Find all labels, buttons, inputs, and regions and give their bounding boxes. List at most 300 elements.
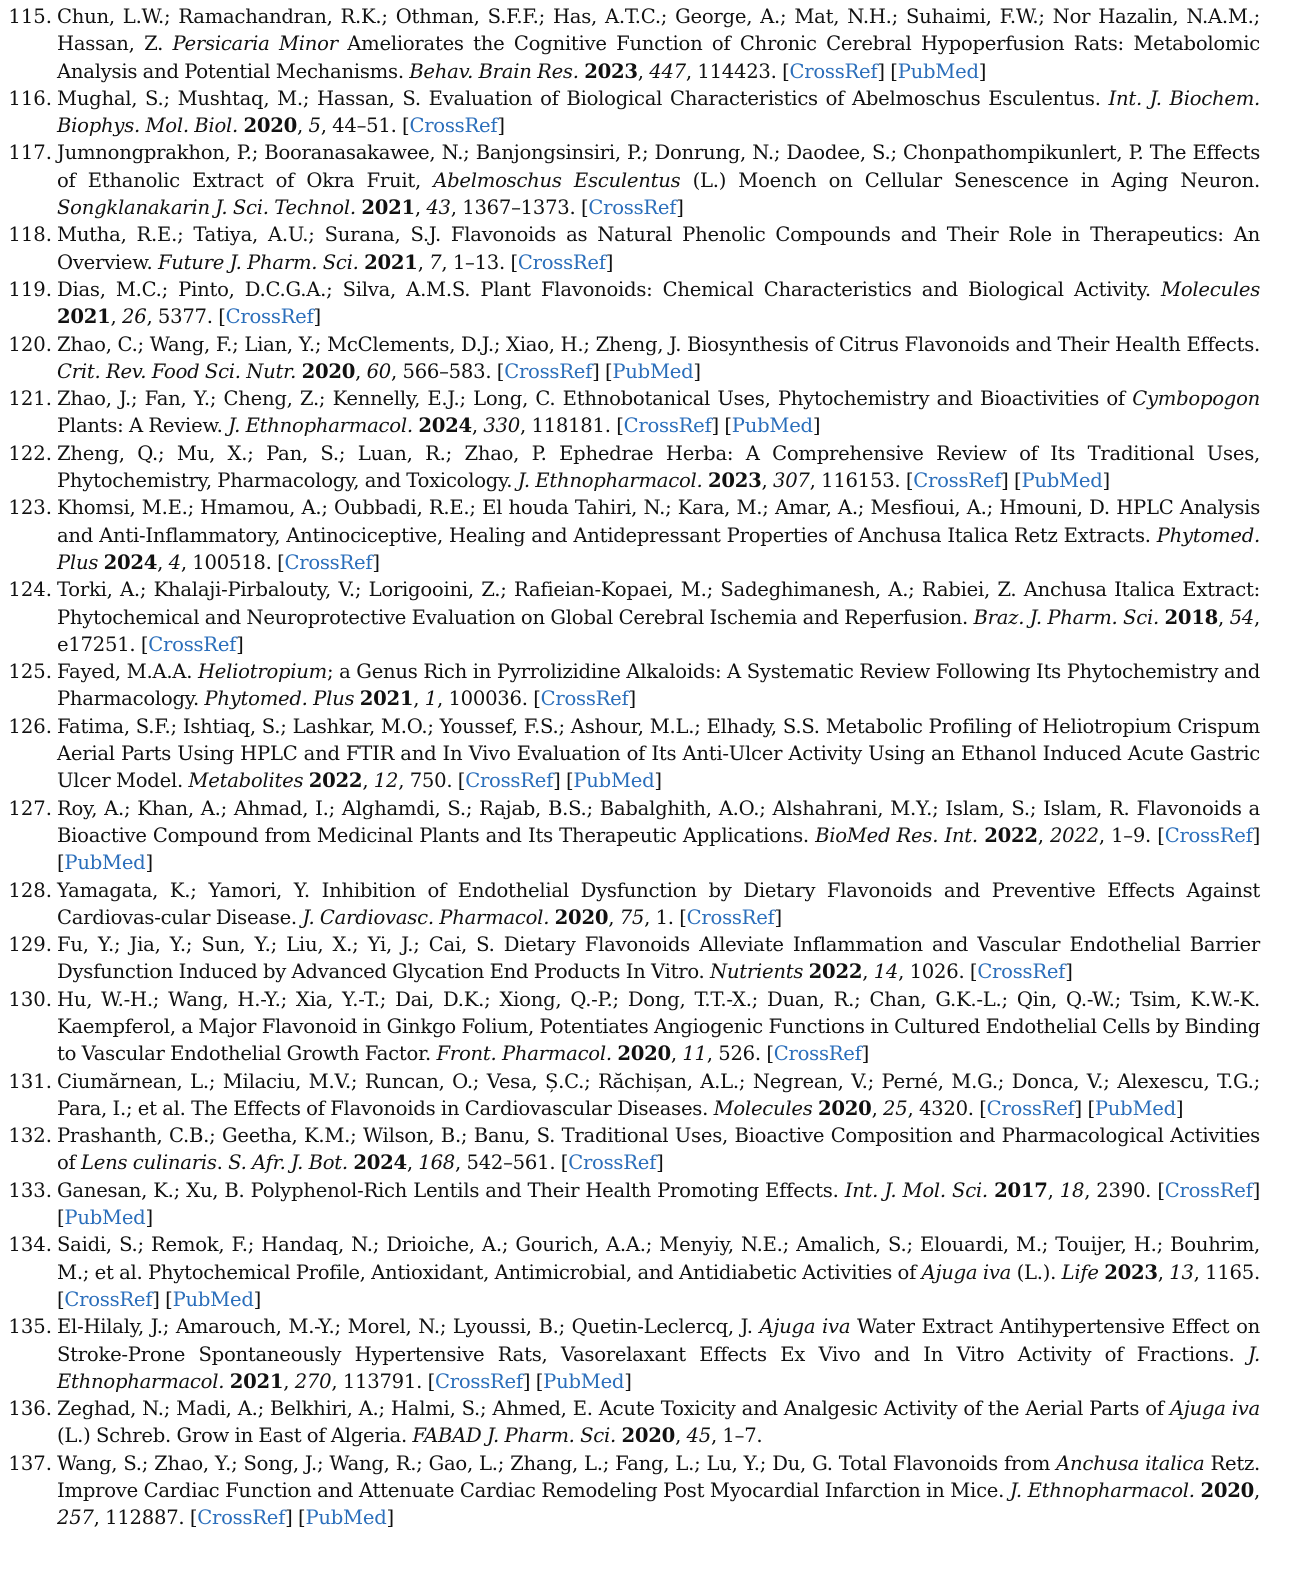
link-bracket: ] (386, 1506, 394, 1530)
link-bracket: ] (877, 59, 885, 83)
italic-text: Braz. J. Pharm. Sci. (973, 605, 1159, 629)
italic-text: 2022 (1049, 823, 1099, 847)
reference-number: 137. (8, 1451, 52, 1475)
reference-item (0, 1122, 1260, 1177)
text-segment: , (1047, 1178, 1060, 1202)
italic-text: S. Afr. J. Bot. (228, 1151, 348, 1175)
link-bracket: ] (812, 414, 821, 438)
text-segment: , (1157, 1260, 1170, 1284)
year: 2020 (1200, 1479, 1255, 1503)
year: 2024 (418, 414, 472, 438)
pubmed-link[interactable]: PubMed (64, 851, 146, 875)
reference-item (0, 276, 1260, 331)
text-segment: , 100518. (180, 550, 278, 574)
text-segment: , (414, 196, 427, 220)
text-segment: Zhao, C.; Wang, F.; Lian, Y.; McClements, D.J.; Xiao, H.; Zheng, J. Biosynthesis of Citrus Flavonoids and Their Health Effects. (57, 332, 1260, 356)
link-bracket: [ (535, 1369, 544, 1393)
link-bracket: [ (298, 1506, 306, 1530)
link-bracket: [ (457, 769, 466, 793)
link-bracket: [ (218, 305, 226, 329)
italic-text: 5 (308, 114, 321, 138)
link-bracket: [ (604, 359, 613, 383)
pubmed-link[interactable]: PubMed (897, 59, 979, 83)
link-bracket: [ (616, 414, 624, 438)
reference-text (57, 986, 1260, 1068)
reference-item (0, 931, 1260, 986)
year: 2023 (1104, 1260, 1158, 1284)
reference-item (0, 1068, 1260, 1123)
link-bracket: [ (1087, 1096, 1095, 1120)
italic-text: Nutrients (710, 960, 804, 984)
reference-text (57, 1395, 1260, 1450)
text-segment: , 566–583. (391, 359, 497, 383)
link-bracket: ] (861, 1042, 870, 1066)
year: 2021 (361, 196, 415, 220)
link-bracket: ] (624, 1369, 632, 1393)
link-bracket: ] (522, 1369, 531, 1393)
year: 2018 (1164, 605, 1219, 629)
text-segment: ; a Genus Rich in Pyrrolizidine Alkaloids: A Systematic Review Following Its Phytochemistry and Pharmacology. (57, 660, 1260, 711)
italic-text: Int. J. Biochem. Biophys. Mol. Biol. (57, 86, 1260, 138)
link-bracket: [ (782, 59, 790, 83)
italic-text: Molecules (1161, 277, 1260, 301)
text-segment: Jumnongprakhon, P.; Booranasakawee, N.; Banjongsinsiri, P.; Donrung, N.; Daodee, S.; Chonpathompikunlert, P. The Effects of Ethanolic Extract of Okra Fruit, (57, 141, 1260, 192)
text-segment: , 5377. (146, 305, 219, 329)
italic-text: 307 (773, 469, 810, 493)
reference-item (0, 3, 1260, 85)
italic-text: Anchusa italica (1056, 1451, 1205, 1475)
text-segment: , 2390. (1084, 1178, 1158, 1202)
italic-text: 25 (883, 1096, 908, 1120)
reference-text (57, 331, 1260, 386)
text-segment: , (283, 1369, 295, 1393)
reference-item (0, 713, 1260, 795)
link-bracket: [ (57, 1287, 65, 1311)
link-bracket: ] (1252, 1178, 1260, 1202)
crossref-link[interactable]: CrossRef (64, 1287, 153, 1311)
year: 2017 (994, 1178, 1048, 1202)
crossref-link[interactable]: CrossRef (773, 1042, 862, 1066)
link-bracket: ] (1074, 1096, 1082, 1120)
year: 2020 (243, 114, 298, 138)
reference-item (0, 139, 1260, 221)
text-segment: Fu, Y.; Jia, Y.; Sun, Y.; Liu, X.; Yi, J.; Cai, S. Dietary Flavonoids Alleviate Inflammation and Vascular Endothelial Barrier Dysfunction Induced by Advanced Glycation End Products In Vitro. (57, 933, 1260, 984)
link-bracket: ] (497, 114, 505, 138)
italic-text: J. Ethnopharmacol. (57, 1342, 1260, 1393)
pubmed-link[interactable]: PubMed (1021, 469, 1103, 493)
italic-text: 26 (122, 305, 147, 329)
text-segment: , (355, 359, 367, 383)
reference-text (57, 931, 1260, 986)
reference-item (0, 576, 1260, 658)
link-bracket: [ (580, 196, 589, 220)
text-segment: , 1–7. (710, 1424, 763, 1448)
reference-item (0, 1395, 1260, 1450)
text-segment: , (1218, 605, 1230, 629)
reference-number: 117. (8, 141, 52, 165)
italic-text: 447 (649, 59, 686, 83)
link-bracket: ] (774, 905, 782, 929)
year: 2022 (808, 960, 863, 984)
text-segment: , 114423. (685, 59, 783, 83)
year: 2024 (353, 1151, 407, 1175)
italic-text: 75 (619, 905, 645, 929)
text-segment: , (871, 1096, 884, 1120)
italic-text: 12 (373, 769, 399, 793)
text-segment: Khomsi, M.E.; Hmamou, A.; Oubbadi, R.E.; El houda Tahiri, N.; Kara, M.; Amar, A.; Mesfioui, A.; Hmouni, D. HPLC Analysis and Anti-Inflammatory, Antinociceptive, Healing and Antidepressant Properties of Anchusa Italica Retz Extracts. (57, 496, 1260, 547)
reference-number: 127. (8, 796, 52, 820)
link-bracket: ] (592, 359, 600, 383)
crossref-link[interactable]: CrossRef (1164, 823, 1253, 847)
text-segment: Zeghad, N.; Madi, A.; Belkhiri, A.; Halmi, S.; Ahmed, E. Acute Toxicity and Analgesic Activity of the Aerial Parts of (57, 1397, 1170, 1421)
pubmed-link[interactable]: PubMed (731, 414, 813, 438)
link-bracket: ] (1001, 469, 1009, 493)
italic-text: 257 (57, 1506, 94, 1530)
link-bracket: [ (1014, 469, 1022, 493)
link-bracket: ] (1175, 1096, 1184, 1120)
text-segment: Mutha, R.E.; Tatiya, A.U.; Surana, S.J. Flavonoids as Natural Phenolic Compounds and Their Role in Therapeutics: An Overview. (57, 223, 1260, 274)
pubmed-link[interactable]: PubMed (1094, 1096, 1176, 1120)
text-segment: , (1037, 823, 1050, 847)
text-segment: , (761, 469, 773, 493)
italic-text: J. Ethnopharmacol. (1009, 1479, 1195, 1503)
reference-number: 130. (8, 987, 52, 1011)
link-bracket: [ (905, 469, 914, 493)
reference-number: 126. (8, 714, 52, 738)
italic-text: Life (1061, 1260, 1099, 1284)
crossref-link[interactable]: CrossRef (686, 905, 775, 929)
italic-text: 45 (686, 1424, 711, 1448)
text-segment: , e17251. (57, 605, 1260, 656)
link-bracket: [ (427, 1369, 435, 1393)
italic-text: Persicaria Minor (172, 32, 338, 56)
reference-number: 131. (8, 1069, 52, 1093)
reference-list (0, 3, 1260, 1532)
italic-text: Ajuga iva (1169, 1397, 1260, 1421)
text-segment: Roy, A.; Khan, A.; Ahmad, I.; Alghamdi, S.; Rajab, B.S.; Babalghith, A.O.; Alshahrani, M.Y.; Islam, S.; Islam, R. Flavonoids a Bioactive Compound from Medicinal Plants and Its Therapeutic Applications. (57, 796, 1260, 847)
year: 2024 (103, 550, 158, 574)
italic-text: Heliotropium (197, 660, 328, 684)
text-segment: , (297, 114, 309, 138)
link-bracket: ] (553, 769, 561, 793)
year: 2020 (621, 1424, 676, 1448)
italic-text: 60 (366, 359, 392, 383)
text-segment: Yamagata, K.; Yamori, Y. Inhibition of Endothelial Dysfunction by Dietary Flavonoids and Preventive Effects Against Cardiovas-cular Disease. (57, 878, 1260, 929)
reference-number: 135. (8, 1315, 52, 1339)
crossref-link[interactable]: CrossRef (465, 769, 554, 793)
crossref-link[interactable]: CrossRef (913, 469, 1002, 493)
text-segment: Saidi, S.; Remok, F.; Handaq, N.; Drioiche, A.; Gourich, A.A.; Menyiy, N.E.; Amalich, S.; Elouardi, M.; Touijer, H.; Bouhrim, M.; et al. Phytochemical Profile, Antioxidant, Antimicrobial, and Antidiabetic Activities of (57, 1233, 1260, 1284)
reference-number: 122. (8, 441, 52, 465)
text-segment: , 116153. (809, 469, 906, 493)
text-segment: , (608, 905, 620, 929)
reference-text (57, 877, 1260, 932)
italic-text: Lens culinaris (81, 1151, 217, 1175)
text-segment: , (471, 414, 484, 438)
reference-number: 136. (8, 1397, 52, 1421)
reference-text (57, 658, 1260, 713)
link-bracket: ] (253, 1287, 262, 1311)
reference-number: 121. (8, 387, 52, 411)
reference-text (57, 85, 1260, 140)
text-segment: Zheng, Q.; Mu, X.; Pan, S.; Luan, R.; Zhao, P. Ephedrae Herba: A Comprehensive Review of Its Traditional Uses, Phytochemistry, Pharmacology, and Toxicology. (57, 441, 1260, 493)
reference-text (57, 1177, 1260, 1232)
italic-text: J. Ethnopharmacol. (517, 469, 703, 493)
italic-text: Metabolites (188, 769, 304, 793)
text-segment: , 1. (644, 905, 680, 929)
link-bracket: [ (766, 1042, 774, 1066)
text-segment: (L.) Moench on Cellular Senescence in Aging Neuron. (680, 168, 1260, 192)
text-segment: El-Hilaly, J.; Amarouch, M.-Y.; Morel, N.; Lyoussi, B.; Quetin-Leclercq, J. (57, 1315, 760, 1339)
link-bracket: [ (277, 550, 285, 574)
italic-text: FABAD J. Pharm. Sci. (412, 1424, 617, 1448)
text-segment: Prashanth, C.B.; Geetha, K.M.; Wilson, B.; Banu, S. Traditional Uses, Bioactive Composition and Pharmacological Activities of (57, 1124, 1260, 1175)
reference-number: 116. (8, 86, 52, 110)
pubmed-link[interactable]: PubMed (612, 359, 694, 383)
italic-text: Front. Pharmacol. (436, 1042, 612, 1066)
link-bracket: ] (145, 851, 153, 875)
link-bracket: [ (57, 1206, 65, 1230)
reference-text (57, 221, 1260, 276)
text-segment: , 112887. (93, 1506, 190, 1530)
crossref-link[interactable]: CrossRef (789, 59, 878, 83)
link-bracket: [ (57, 851, 65, 875)
reference-item (0, 658, 1260, 713)
pubmed-link[interactable]: PubMed (573, 769, 655, 793)
crossref-link[interactable]: CrossRef (148, 632, 237, 656)
link-bracket: [ (724, 414, 732, 438)
text-segment: , (862, 960, 874, 984)
link-bracket: [ (165, 1287, 173, 1311)
reference-text (57, 1068, 1260, 1123)
link-bracket: ] (628, 687, 636, 711)
text-segment: Ameliorates the Cognitive Function of Chronic Cerebral Hypoperfusion Rats: Metabolomic Analysis and Potential Mechanisms. (57, 32, 1260, 83)
italic-text: Int. J. Mol. Sci. (844, 1178, 988, 1202)
reference-number: 125. (8, 660, 52, 684)
italic-text: 54 (1229, 605, 1255, 629)
crossref-link[interactable]: CrossRef (517, 250, 606, 274)
italic-text: 43 (426, 196, 451, 220)
reference-item (0, 795, 1260, 877)
link-bracket: [ (1157, 823, 1165, 847)
pubmed-link[interactable]: PubMed (64, 1206, 146, 1230)
reference-number: 123. (8, 496, 52, 520)
italic-text: 168 (418, 1151, 456, 1175)
text-segment: Plants: A Review. (57, 414, 229, 438)
link-bracket: [ (969, 960, 978, 984)
link-bracket: ] (711, 414, 719, 438)
crossref-link[interactable]: CrossRef (540, 687, 629, 711)
italic-text: Molecules (713, 1096, 813, 1120)
link-bracket: [ (496, 359, 505, 383)
italic-text: 14 (873, 960, 899, 984)
reference-item (0, 1313, 1260, 1395)
reference-text (57, 1122, 1260, 1177)
text-segment: (L.). (1011, 1260, 1062, 1284)
reference-text (57, 3, 1260, 85)
reference-text (57, 576, 1260, 658)
link-bracket: ] (605, 250, 614, 274)
crossref-link[interactable]: CrossRef (434, 1369, 523, 1393)
text-segment: . (216, 1151, 229, 1175)
reference-item (0, 440, 1260, 495)
text-segment: Water Extract Antihypertensive Effect on Stroke-Prone Spontaneously Hypertensive Rats, Vasorelaxant Effects Ex Vivo and In Vitro Activity of Fractions. (57, 1315, 1260, 1366)
reference-item (0, 1450, 1260, 1532)
link-bracket: ] (654, 769, 662, 793)
reference-item (0, 221, 1260, 276)
crossref-link[interactable]: CrossRef (504, 359, 593, 383)
link-bracket: ] (693, 359, 701, 383)
text-segment: , (637, 59, 650, 83)
text-segment: , (675, 1424, 687, 1448)
italic-text: 7 (429, 250, 442, 274)
text-segment: , 113791. (331, 1369, 428, 1393)
link-bracket: ] (676, 196, 684, 220)
text-segment: , (417, 250, 430, 274)
text-segment: Mughal, S.; Mushtaq, M.; Hassan, S. Evaluation of Biological Characteristics of Abelmoschus Esculentus. (57, 86, 1109, 110)
crossref-link[interactable]: CrossRef (1164, 1178, 1253, 1202)
italic-text: 18 (1059, 1178, 1085, 1202)
crossref-link[interactable]: CrossRef (568, 1151, 657, 1175)
text-segment: Ganesan, K.; Xu, B. Polyphenol-Rich Lentils and Their Health Promoting Effects. (57, 1178, 845, 1202)
pubmed-link[interactable]: PubMed (305, 1506, 387, 1530)
italic-text: Phytomed. Plus (57, 523, 1260, 574)
year: 2022 (308, 769, 363, 793)
text-segment: , 1026. (898, 960, 970, 984)
text-segment: , 4320. (907, 1096, 980, 1120)
text-segment: , 1–9. (1098, 823, 1158, 847)
reference-item (0, 877, 1260, 932)
reference-item (0, 1177, 1260, 1232)
reference-text (57, 494, 1260, 576)
reference-number: 133. (8, 1178, 52, 1202)
reference-text (57, 713, 1260, 795)
reference-text (57, 139, 1260, 221)
link-bracket: [ (140, 632, 149, 656)
reference-text (57, 440, 1260, 495)
link-bracket: [ (1157, 1178, 1165, 1202)
reference-text (57, 1450, 1260, 1532)
italic-text: Phytomed. Plus (204, 687, 355, 711)
text-segment: , (406, 1151, 419, 1175)
crossref-link[interactable]: CrossRef (623, 414, 712, 438)
link-bracket: ] (1102, 469, 1110, 493)
pubmed-link[interactable]: PubMed (543, 1369, 625, 1393)
text-segment: , (362, 769, 374, 793)
reference-item (0, 331, 1260, 386)
year: 2023 (707, 469, 762, 493)
italic-text: 11 (682, 1042, 707, 1066)
year: 2020 (301, 359, 356, 383)
year: 2021 (229, 1369, 284, 1393)
reference-item (0, 385, 1260, 440)
text-segment: Wang, S.; Zhao, Y.; Song, J.; Wang, R.; Gao, L.; Zhang, L.; Fang, L.; Lu, Y.; Du, G. Total Flavonoids from (57, 1451, 1057, 1475)
text-segment: , 100036. (436, 687, 534, 711)
link-bracket: ] (313, 305, 321, 329)
text-segment: , 1367–1373. (450, 196, 581, 220)
crossref-link[interactable]: CrossRef (588, 196, 677, 220)
year: 2020 (818, 1096, 872, 1120)
reference-number: 132. (8, 1124, 52, 1148)
year: 2022 (984, 823, 1038, 847)
text-segment: Chun, L.W.; Ramachandran, R.K.; Othman, S.F.F.; Has, A.T.C.; George, A.; Mat, N.H.; Suhaimi, F.W.; Nor Hazalin, N.A.M.; Hassan, Z. (57, 5, 1260, 56)
italic-text: Songklanakarin J. Sci. Technol. (57, 196, 356, 220)
italic-text: 13 (1169, 1260, 1194, 1284)
text-segment: Fayed, M.A.A. (57, 660, 198, 684)
reference-text (57, 1231, 1260, 1313)
crossref-link[interactable]: CrossRef (409, 114, 498, 138)
italic-text: 330 (483, 414, 520, 438)
text-segment: , 1165. (1193, 1260, 1260, 1284)
italic-text: Behav. Brain Res. (409, 59, 579, 83)
italic-text: Abelmoschus Esculentus (433, 168, 681, 192)
text-segment: , (110, 305, 123, 329)
link-bracket: [ (560, 1151, 569, 1175)
crossref-link[interactable]: CrossRef (284, 550, 373, 574)
italic-text: Ajuga iva (759, 1315, 851, 1339)
link-bracket: ] (285, 1506, 293, 1530)
text-segment: , 750. (398, 769, 458, 793)
reference-item (0, 494, 1260, 576)
year: 2021 (364, 250, 418, 274)
italic-text: Future J. Pharm. Sci. (157, 250, 359, 274)
text-segment: Hu, W.-H.; Wang, H.-Y.; Xia, Y.-T.; Dai, D.K.; Xiong, Q.-P.; Dong, T.T.-X.; Duan, R.; Chan, G.K.-L.; Qin, Q.-W.; Tsim, K.W.-K. Kaempferol, a Major Flavonoid in Ginkgo Folium, Potentiates Angiogenic Functions in Cultured Endothelial Cells by Binding to Vascular Endothelial Growth Factor. (57, 987, 1260, 1066)
italic-text: 270 (294, 1369, 332, 1393)
italic-text: 4 (168, 550, 181, 574)
text-segment: , (1254, 1479, 1260, 1503)
italic-text: Crit. Rev. Food Sci. Nutr. (57, 359, 297, 383)
text-segment: , 542–561. (455, 1151, 561, 1175)
text-segment: Torki, A.; Khalaji-Pirbalouty, V.; Lorigooini, Z.; Rafieian-Kopaei, M.; Sadeghimanesh, A.; Rabiei, Z. Anchusa Italica Extract: Phytochemical and Neuroprotective Evaluation on Global Cerebral Ischemia and Reperfusion. (57, 578, 1260, 629)
text-segment: , (670, 1042, 683, 1066)
link-bracket: ] (152, 1287, 160, 1311)
reference-number: 119. (8, 277, 52, 301)
link-bracket: ] (1065, 960, 1073, 984)
text-segment: , (157, 550, 169, 574)
crossref-link[interactable]: CrossRef (986, 1096, 1075, 1120)
crossref-link[interactable]: CrossRef (197, 1506, 286, 1530)
crossref-link[interactable]: CrossRef (977, 960, 1066, 984)
link-bracket: [ (510, 250, 518, 274)
year: 2021 (359, 687, 414, 711)
year: 2020 (554, 905, 609, 929)
reference-text (57, 1313, 1260, 1395)
crossref-link[interactable]: CrossRef (225, 305, 314, 329)
link-bracket: ] (145, 1206, 153, 1230)
italic-text: 1 (424, 687, 437, 711)
reference-number: 124. (8, 578, 52, 602)
link-bracket: [ (189, 1506, 198, 1530)
text-segment: , 118181. (519, 414, 617, 438)
reference-number: 115. (8, 5, 52, 28)
reference-item (0, 986, 1260, 1068)
pubmed-link[interactable]: PubMed (172, 1287, 254, 1311)
text-segment: (L.) Schreb. Grow in East of Algeria. (57, 1424, 413, 1448)
link-bracket: [ (402, 114, 410, 138)
text-segment: Ciumărnean, L.; Milaciu, M.V.; Runcan, O.; Vesa, Ș.C.; Răchișan, A.L.; Negrean, V.; Perné, M.G.; Donca, V.; Alexescu, T.G.; Para, I.; et al. The Effects of Flavonoids in Cardiovascular Diseases. (57, 1069, 1260, 1120)
link-bracket: [ (679, 905, 687, 929)
reference-number: 118. (8, 223, 52, 247)
link-bracket: ] (978, 59, 987, 83)
reference-item (0, 85, 1260, 140)
italic-text: Ajuga iva (921, 1260, 1012, 1284)
text-segment: , (413, 687, 425, 711)
reference-number: 134. (8, 1233, 52, 1257)
year: 2020 (617, 1042, 671, 1066)
reference-number: 128. (8, 878, 52, 902)
text-segment: Fatima, S.F.; Ishtiaq, S.; Lashkar, M.O.; Youssef, F.S.; Ashour, M.L.; Elhady, S.S. Metabolic Profiling of Heliotropium Crispum Aerial Parts Using HPLC and FTIR and In Vivo Evaluation of Its Anti-Ulcer Activity Using an Ethanol Induced Acute Gastric Ulcer Model. (57, 714, 1260, 793)
link-bracket: [ (533, 687, 541, 711)
